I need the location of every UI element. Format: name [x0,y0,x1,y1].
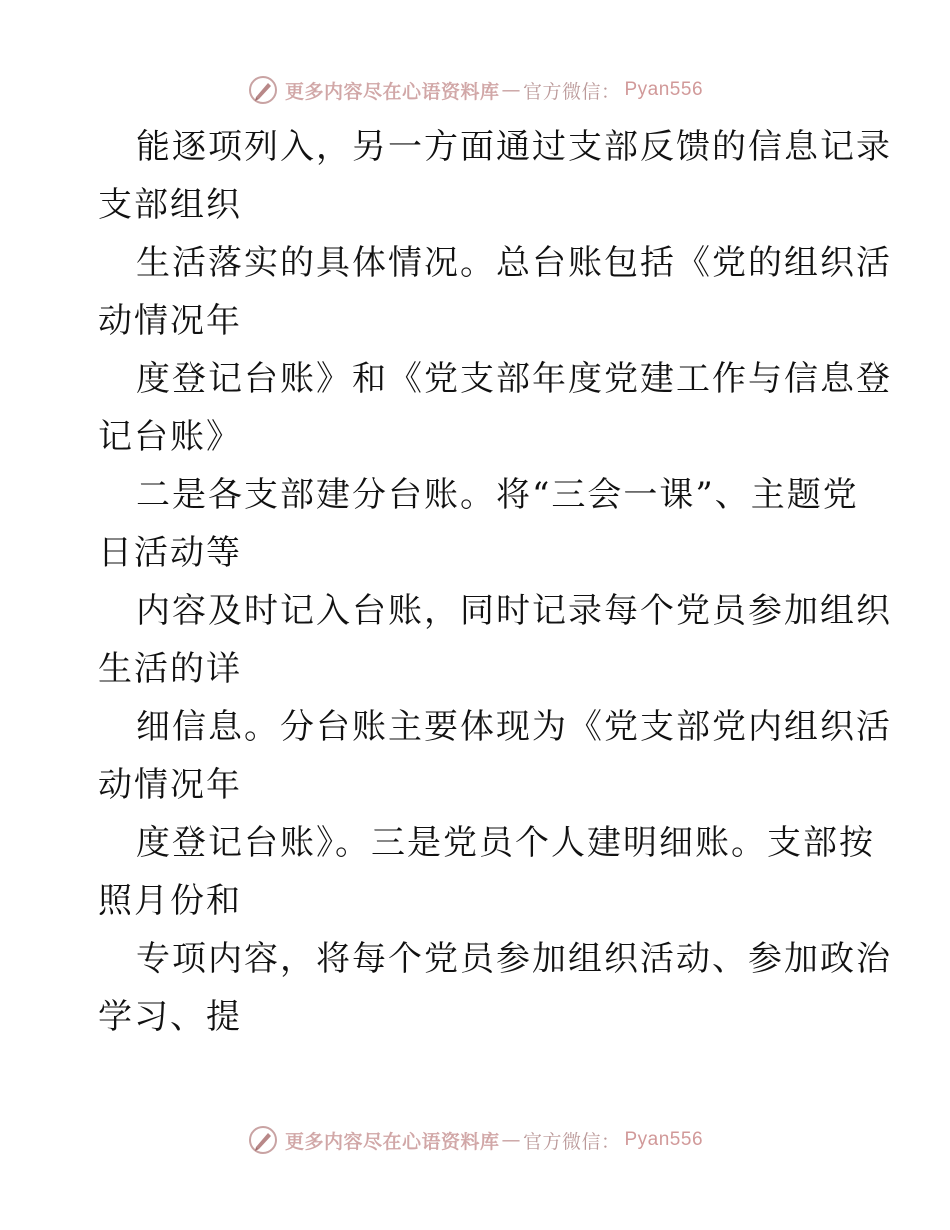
watermark-account: Pyan556 [624,79,704,100]
paragraph-line: 动情况年 [98,301,242,341]
watermark-dash: — [501,1129,521,1151]
paragraph-line: 能逐项列入，另一方面通过支部反馈的信息记录 [136,127,892,167]
paragraph-line: 生活的详 [98,649,242,689]
watermark-account: Pyan556 [624,1129,704,1150]
paragraph-line: 生活落实的具体情况。总台账包括《党的组织活 [136,243,892,283]
watermark-brand: 更多内容尽在心语资料库 [284,80,500,103]
paragraph-line: 度登记台账》和《党支部年度党建工作与信息登 [136,359,892,399]
paragraph-line: 日活动等 [98,533,242,573]
paragraph-line: 内容及时记入台账，同时记录每个党员参加组织 [136,591,892,631]
paragraph-line: 记台账》 [98,417,242,457]
paragraph-line: 动情况年 [98,765,242,805]
paragraph-line: 支部组织 [98,185,242,225]
watermark-dash: — [501,79,521,101]
paragraph-line: 度登记台账》。三是党员个人建明细账。支部按 [136,823,875,863]
pen-quill-logo-icon [247,74,279,106]
body-text [98,118,892,1046]
paragraph-line: 细信息。分台账主要体现为《党支部党内组织活 [136,707,892,747]
watermark-wechat-label: 官方微信： [522,1130,621,1153]
header-watermark [0,70,950,110]
pen-quill-logo-icon [247,1124,279,1156]
paragraph-line: 二是各支部建分台账。将“三会一课”、主题党 [136,475,859,515]
footer-watermark [0,1120,950,1160]
watermark-brand: 更多内容尽在心语资料库 [284,1130,500,1153]
paragraph-line: 照月份和 [98,881,242,921]
watermark-wechat-label: 官方微信： [522,80,621,103]
paragraph-line: 专项内容，将每个党员参加组织活动、参加政治 [136,939,892,979]
paragraph-line: 学习、提 [98,997,242,1037]
